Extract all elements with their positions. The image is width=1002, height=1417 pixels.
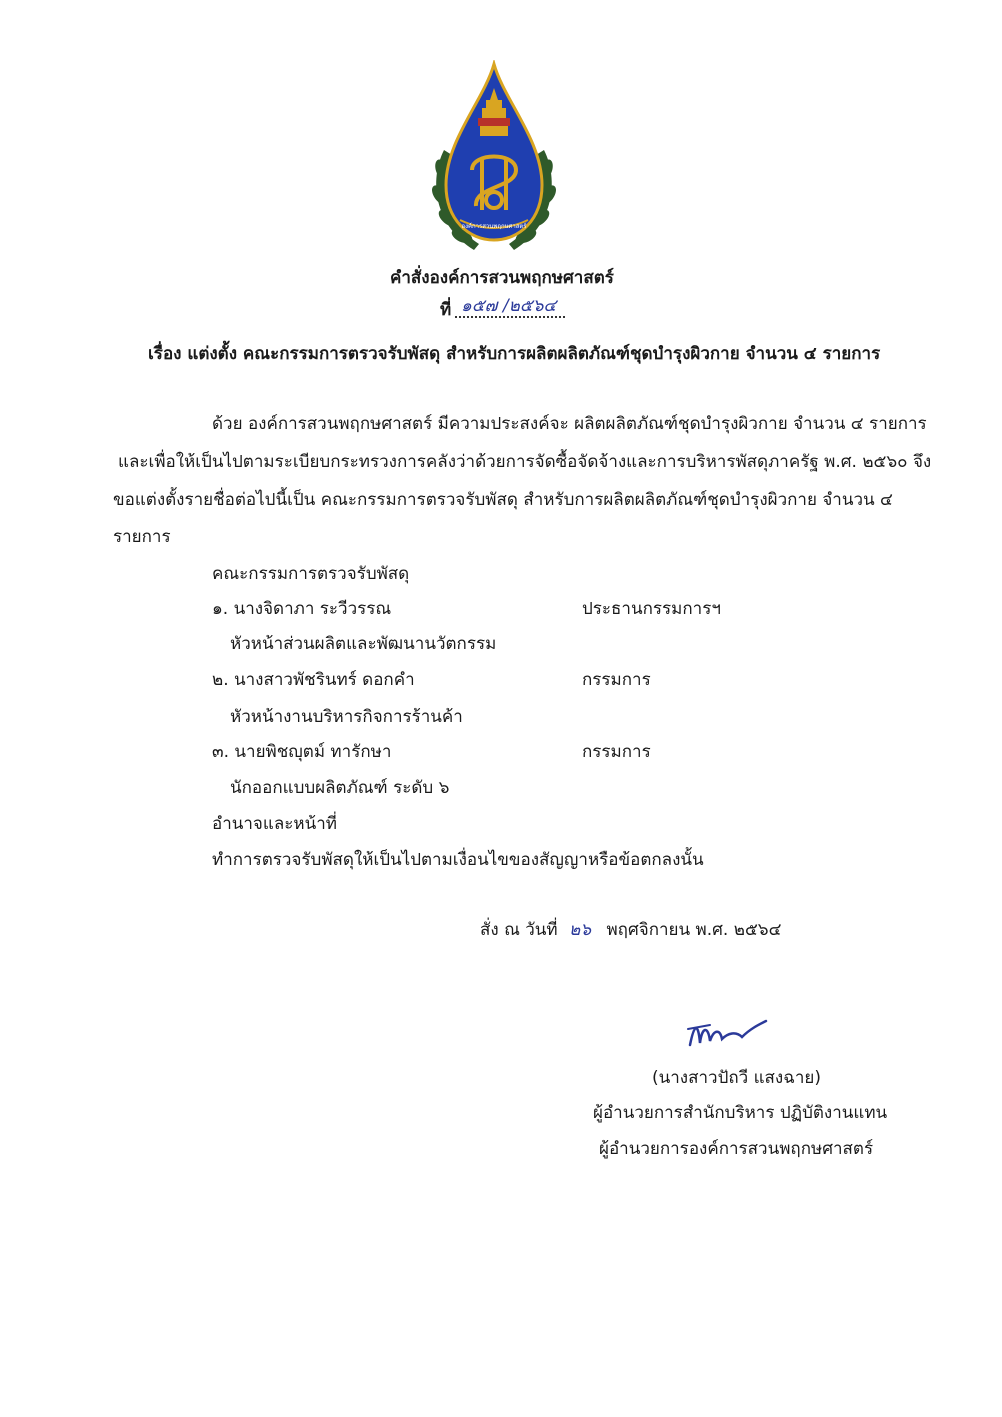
date-prefix: สั่ง ณ วันที่: [480, 920, 558, 940]
signer-title-2: ผู้อำนวยการองค์การสวนพฤกษศาสตร์: [599, 1139, 874, 1159]
paragraph-line-4: รายการ: [113, 527, 171, 547]
member-1-position: หัวหน้าส่วนผลิตและพัฒนานวัตกรรม: [230, 634, 497, 654]
member-3-name: ๓. นายพิชญุตม์ ทารักษา: [212, 742, 392, 762]
signature-mark: [680, 1015, 770, 1055]
member-2-name: ๒. นางสาวพัชรินทร์ ดอกคำ: [212, 670, 415, 690]
seal-text: องค์การสวนพฤกษศาสตร์: [461, 223, 527, 230]
date-month-year: พฤศจิกายน พ.ศ. ๒๕๖๔: [606, 920, 782, 940]
organization-seal-logo: [424, 60, 564, 260]
paragraph-line-1: ด้วย องค์การสวนพฤกษศาสตร์ มีความประสงค์จะ ผลิตผลิตภัณฑ์ชุดบำรุงผิวกาย จำนวน ๔ รายการ: [212, 414, 927, 434]
order-number-field: [455, 296, 565, 322]
member-2-position: หัวหน้างานบริหารกิจการร้านค้า: [230, 707, 463, 727]
duty-heading: อำนาจและหน้าที่: [212, 814, 337, 834]
committee-heading: คณะกรรมการตรวจรับพัสดุ: [212, 564, 410, 584]
duty-text: ทำการตรวจรับพัสดุให้เป็นไปตามเงื่อนไขของสัญญาหรือข้อตกลงนั้น: [212, 850, 704, 870]
member-3-role: กรรมการ: [582, 742, 651, 762]
order-number-handwritten: ๑๕๗ /๒๕๖๔: [461, 296, 557, 316]
member-1-role: ประธานกรรมการฯ: [582, 599, 721, 619]
member-2-role: กรรมการ: [582, 670, 651, 690]
paragraph-line-2: และเพื่อให้เป็นไปตามระเบียบกระทรวงการคลังว่าด้วยการจัดซื้อจัดจ้างและการบริหารพัสดุภาครัฐ พ.ศ. ๒๕๖๐ จึง: [118, 452, 932, 472]
paragraph-line-3: ขอแต่งตั้งรายชื่อต่อไปนี้เป็น คณะกรรมการตรวจรับพัสดุ สำหรับการผลิตผลิตภัณฑ์ชุดบำรุงผิวกาย จำนวน ๔: [113, 490, 893, 510]
order-title: คำสั่งองค์การสวนพฤกษศาสตร์: [390, 268, 614, 288]
subject-line: เรื่อง แต่งตั้ง คณะกรรมการตรวจรับพัสดุ สำหรับการผลิตผลิตภัณฑ์ชุดบำรุงผิวกาย จำนวน ๔ รายการ: [148, 344, 881, 364]
signer-name: (นางสาวปัถวี แสงฉาย): [652, 1068, 821, 1088]
dotted-line: [455, 296, 565, 318]
signer-title-1: ผู้อำนวยการสำนักบริหาร ปฏิบัติงานแทน: [593, 1103, 888, 1123]
order-number-label: ที่: [440, 300, 452, 320]
date-day-handwritten: ๒๖: [569, 920, 592, 940]
order-date: [480, 918, 781, 942]
member-3-position: นักออกแบบผลิตภัณฑ์ ระดับ ๖: [230, 778, 450, 798]
member-1-name: ๑. นางจิดาภา ระวีวรรณ: [212, 599, 392, 619]
